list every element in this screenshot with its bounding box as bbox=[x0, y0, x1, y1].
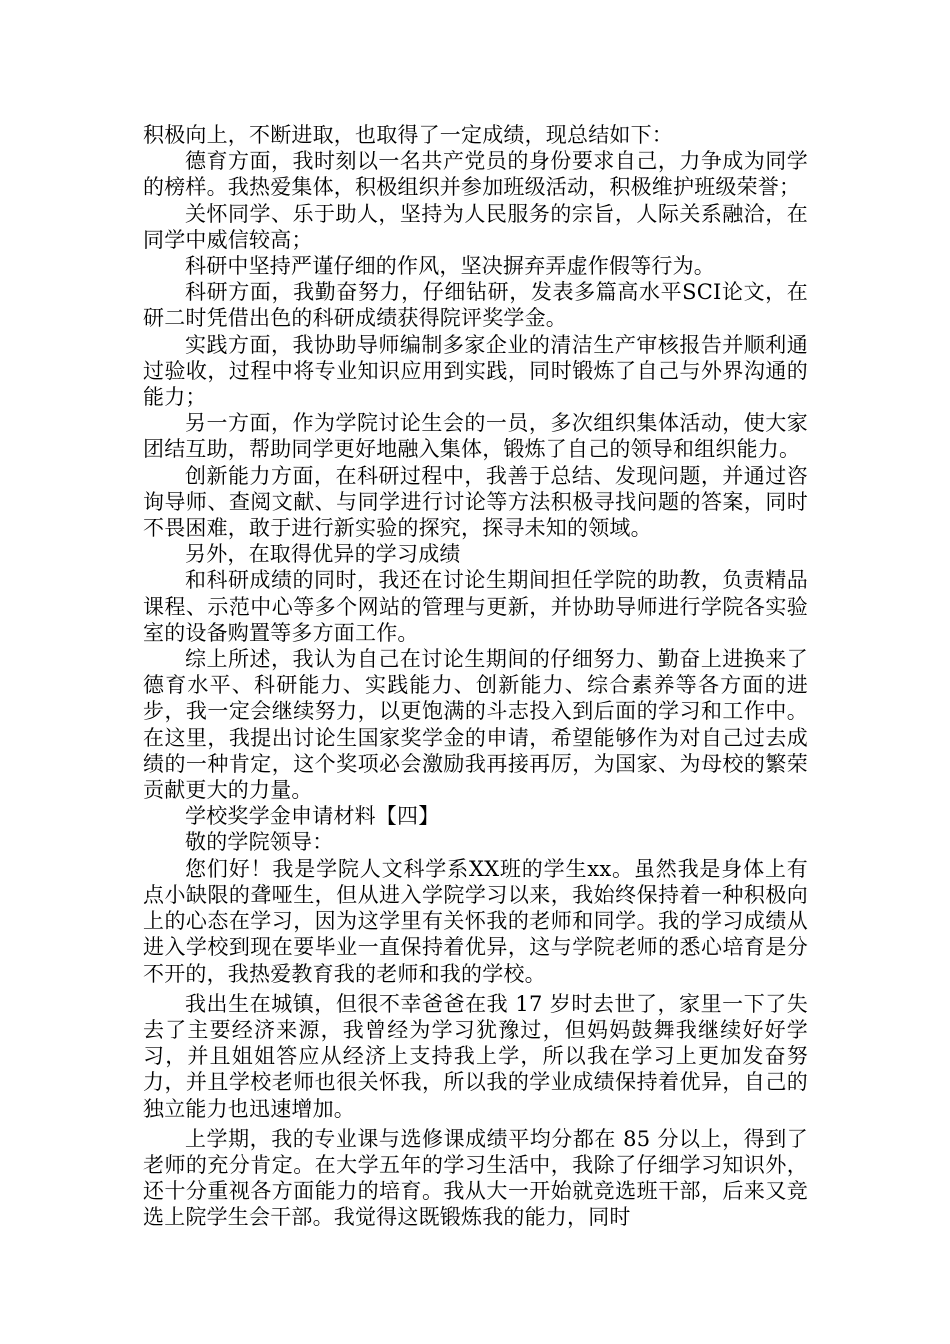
section-heading: 学校奖学金申请材料【四】 bbox=[185, 804, 440, 829]
paragraph-15: 我出生在城镇，但很不幸爸爸在我 17 岁时去世了，家里一下了失去了主要经济来源，我曾经为学习犹豫过，但妈妈鼓舞我继续好好学习，并且姐姐答应从经济上支持我上学，所以我在学习上更加发奋努力，并且学校老师也很关怀我，所以我的学业成绩保持着优异，自己的独立能力也迅速增加。 bbox=[143, 991, 808, 1121]
paragraph-4: 科研中坚持严谨仔细的作风，坚决摒弃弄虚作假等行为。 bbox=[185, 254, 715, 279]
paragraph-9: 另外，在取得优异的学习成绩 bbox=[185, 542, 461, 567]
paragraph-8: 创新能力方面，在科研过程中，我善于总结、发现问题，并通过咨询导师、查阅文献、与同学进行讨论等方法积极寻找问题的答案，同时不畏困难，敢于进行新实验的探究，探寻未知的领域。 bbox=[143, 463, 808, 541]
paragraph-7: 另一方面，作为学院讨论生会的一员，多次组织集体活动，使大家团结互助，帮助同学更好地融入集体，锻炼了自己的领导和组织能力。 bbox=[143, 411, 808, 462]
paragraph-16: 上学期，我的专业课与选修课成绩平均分都在 85 分以上，得到了老师的充分肯定。在大学五年的学习生活中，我除了仔细学习知识外，还十分重视各方面能力的培育。我从大一开始就竞选班干部，后来又竞选上院学生会干部。我觉得这既锻炼我的能力，同时 bbox=[143, 1126, 808, 1230]
paragraph-3: 关怀同学、乐于助人，坚持为人民服务的宗旨，人际关系融洽，在同学中威信较高； bbox=[143, 201, 808, 252]
paragraph-14: 您们好！我是学院人文科学系XX班的学生xx。虽然我是身体上有点小缺限的聋哑生，但从进入学院学习以来，我始终保持着一种积极向上的心态在学习，因为这学里有关怀我的老师和同学。我的学习成绩从进入学校到现在要毕业一直保持着优异，这与学院老师的悉心培育是分不开的，我热爱教育我的老师和我的学校。 bbox=[143, 856, 808, 986]
document-body bbox=[143, 122, 808, 1231]
paragraph-2: 德育方面，我时刻以一名共产党员的身份要求自己，力争成为同学的榜样。我热爱集体，积极组织并参加班级活动，积极维护班级荣誉； bbox=[143, 149, 808, 200]
salutation: 敬的学院领导： bbox=[185, 830, 334, 855]
paragraph-6: 实践方面，我协助导师编制多家企业的清洁生产审核报告并顺利通过验收，过程中将专业知识应用到实践，同时锻炼了自己与外界沟通的能力； bbox=[143, 332, 808, 410]
paragraph-10: 和科研成绩的同时，我还在讨论生期间担任学院的助教，负责精品课程、示范中心等多个网站的管理与更新，并协助导师进行学院各实验室的设备购置等多方面工作。 bbox=[143, 568, 808, 645]
paragraph-5: 科研方面，我勤奋努力，仔细钻研，发表多篇高水平SCI论文，在研二时凭借出色的科研成绩获得院评奖学金。 bbox=[143, 280, 808, 331]
paragraph-1: 积极向上，不断进取，也取得了一定成绩，现总结如下： bbox=[143, 123, 673, 147]
paragraph-11: 综上所述，我认为自己在讨论生期间的仔细努力、勤奋上进换来了德育水平、科研能力、实践能力、创新能力、综合素养等各方面的进步，我一定会继续努力，以更饱满的斗志投入到后面的学习和工作中。在这里，我提出讨论生国家奖学金的申请，希望能够作为对自己过去成绩的一种肯定，这个奖项必会激励我再接再厉，为国家、为母校的繁荣贡献更大的力量。 bbox=[143, 647, 808, 803]
